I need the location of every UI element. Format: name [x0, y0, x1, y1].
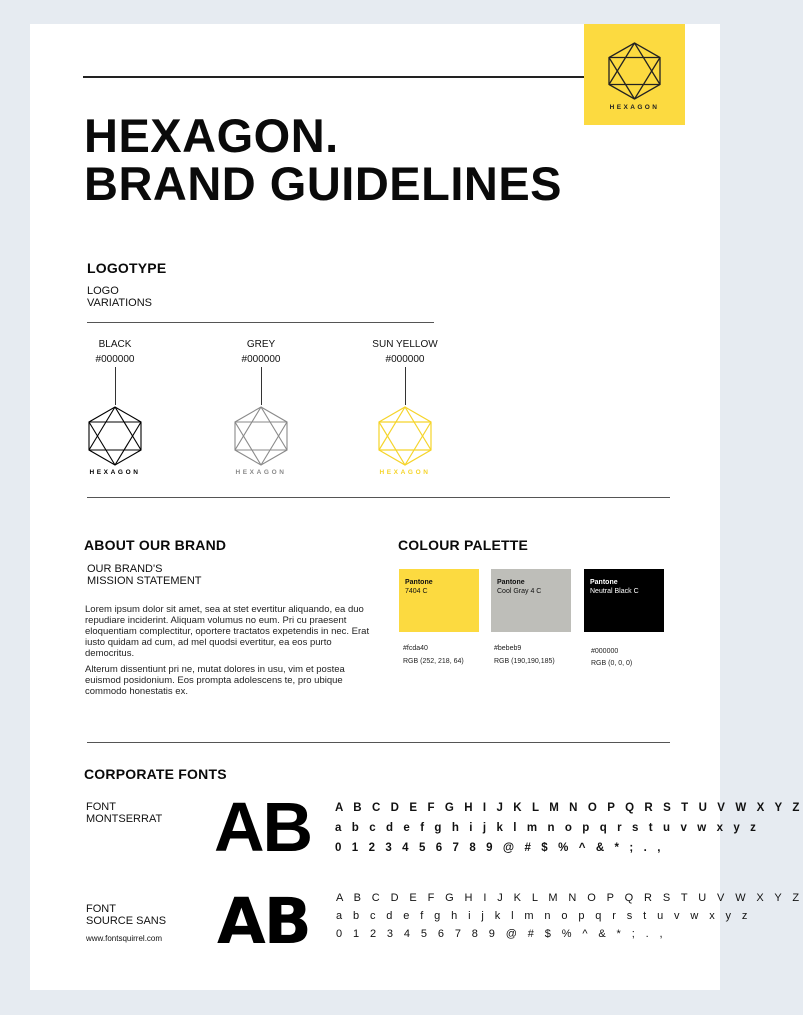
mission-label-line-2: MISSION STATEMENT: [87, 575, 202, 587]
font-source-url[interactable]: www.fontsquirrel.com: [86, 934, 163, 943]
font-montserrat-label-line-1: FONT: [86, 801, 116, 813]
swatch-yellow-meta: [403, 644, 475, 666]
mission-paragraph-1: Lorem ipsum dolor sit amet, sea at stet evertitur aliquando, ea duo repudiare inciderint. Aliquam volumus no eum. Pri cu praesent eloquentiam complectitur, oportere tractatos expetendis in nec. Erat iusto quidam ad cum, ad mel quodsi evertitur, ea eos purto democritus.: [85, 604, 370, 659]
variation-yellow-connector: [405, 367, 406, 405]
variation-grey-label: [211, 337, 311, 367]
swatch-grey-hex: #bebeb9: [494, 645, 522, 652]
logotype-rule: [87, 322, 434, 323]
variation-yellow-label: [355, 337, 455, 367]
hexagon-yellow-icon: [377, 406, 433, 466]
variation-grey-hex: #000000: [241, 354, 281, 365]
swatch-yellow: [399, 569, 479, 632]
logo-variations-line-2: VARIATIONS: [87, 297, 152, 309]
font-sourcesans-sample: AB: [217, 885, 310, 958]
mission-label-line-1: OUR BRAND'S: [87, 563, 163, 575]
header-rule: [83, 76, 584, 78]
variation-yellow-hex: #000000: [385, 354, 425, 365]
swatch-yellow-hex: #fcda40: [403, 645, 428, 652]
font-sourcesans-label-line-1: FONT: [86, 903, 116, 915]
font-sourcesans-charset: [336, 889, 803, 943]
swatch-black-meta: [591, 647, 663, 668]
swatch-yellow-rgb: RGB (252, 218, 64): [403, 658, 464, 665]
variation-black-connector: [115, 367, 116, 405]
logo-wordmark: HEXAGON: [609, 104, 660, 111]
logotype-heading: LOGOTYPE: [87, 260, 167, 276]
hexagon-yellow-wordmark: HEXAGON: [379, 469, 431, 476]
font-sourcesans-label-line-2: SOURCE SANS: [86, 915, 167, 927]
font-montserrat-charset: [335, 798, 803, 858]
font-montserrat-label-line-2: MONTSERRAT: [86, 813, 163, 825]
font-montserrat-uppercase: A B C D E F G H I J K L M N O P Q R S T U V W X Y Z: [335, 802, 803, 814]
swatch-yellow-name: 7404 C: [405, 588, 428, 595]
swatch-grey-name: Cool Gray 4 C: [497, 588, 542, 595]
section-divider-1: [87, 497, 670, 498]
variation-yellow-name: SUN YELLOW: [372, 339, 438, 350]
fonts-heading: CORPORATE FONTS: [84, 766, 227, 782]
font-sourcesans-label: [86, 903, 166, 927]
font-montserrat-label: [86, 801, 162, 825]
swatch-black-name: Neutral Black C: [590, 588, 639, 595]
hexagon-grey-wordmark: HEXAGON: [235, 469, 287, 476]
swatch-grey-rgb: RGB (190,190,185): [494, 658, 555, 665]
swatch-black: [584, 569, 664, 632]
hexagon-grey-icon: [233, 406, 289, 466]
font-montserrat-digits: 0 1 2 3 4 5 6 7 8 9 @ # $ % ^ & * ; . ,: [335, 842, 665, 854]
variation-grey-connector: [261, 367, 262, 405]
hexagon-black-wordmark: HEXAGON: [89, 469, 141, 476]
about-heading: ABOUT OUR BRAND: [84, 537, 227, 553]
palette-heading: COLOUR PALETTE: [398, 537, 529, 553]
font-montserrat-lowercase: a b c d e f g h i j k l m n o p q r s t u v w x y z: [335, 822, 760, 834]
page-title: [84, 109, 563, 210]
swatch-grey-meta: [494, 644, 584, 666]
section-divider-2: [87, 742, 670, 743]
hexagon-logo: [584, 24, 685, 125]
swatch-grey: [491, 569, 571, 632]
mission-label: [87, 563, 202, 587]
variation-black-label: [65, 337, 165, 367]
variation-black-hex: #000000: [95, 354, 135, 365]
brand-guidelines-page: [30, 24, 803, 990]
hexagon-logo-icon: [608, 42, 661, 100]
swatch-black-hex: #000000: [591, 648, 619, 655]
font-sourcesans-lowercase: a b c d e f g h i j k l m n o p q r s t u v w x y z: [336, 910, 752, 922]
swatch-yellow-brand: Pantone: [405, 579, 433, 586]
swatch-black-rgb: RGB (0, 0, 0): [591, 660, 633, 667]
font-montserrat-sample: AB: [214, 788, 312, 866]
hexagon-black-icon: [87, 406, 143, 466]
logo-variations-line-1: LOGO: [87, 285, 119, 297]
font-sourcesans-digits: 0 1 2 3 4 5 6 7 8 9 @ # $ % ^ & * ; . ,: [336, 928, 667, 940]
logo-variations-label: [87, 285, 152, 309]
variation-black-name: BLACK: [98, 339, 132, 350]
font-sourcesans-uppercase: A B C D E F G H I J K L M N O P Q R S T U V W X Y Z: [336, 892, 803, 904]
variation-grey-name: GREY: [246, 339, 276, 350]
title-line-2: BRAND GUIDELINES: [84, 156, 563, 210]
swatch-black-brand: Pantone: [590, 579, 618, 586]
mission-paragraph-2: Alterum dissentiunt pri ne, mutat dolores in usu, vim et postea euismod posidonium. Eos prompta adolescens te, pro ubique commodo honestatis ex.: [85, 664, 345, 697]
title-line-1: HEXAGON.: [84, 109, 339, 162]
swatch-grey-brand: Pantone: [497, 579, 525, 586]
